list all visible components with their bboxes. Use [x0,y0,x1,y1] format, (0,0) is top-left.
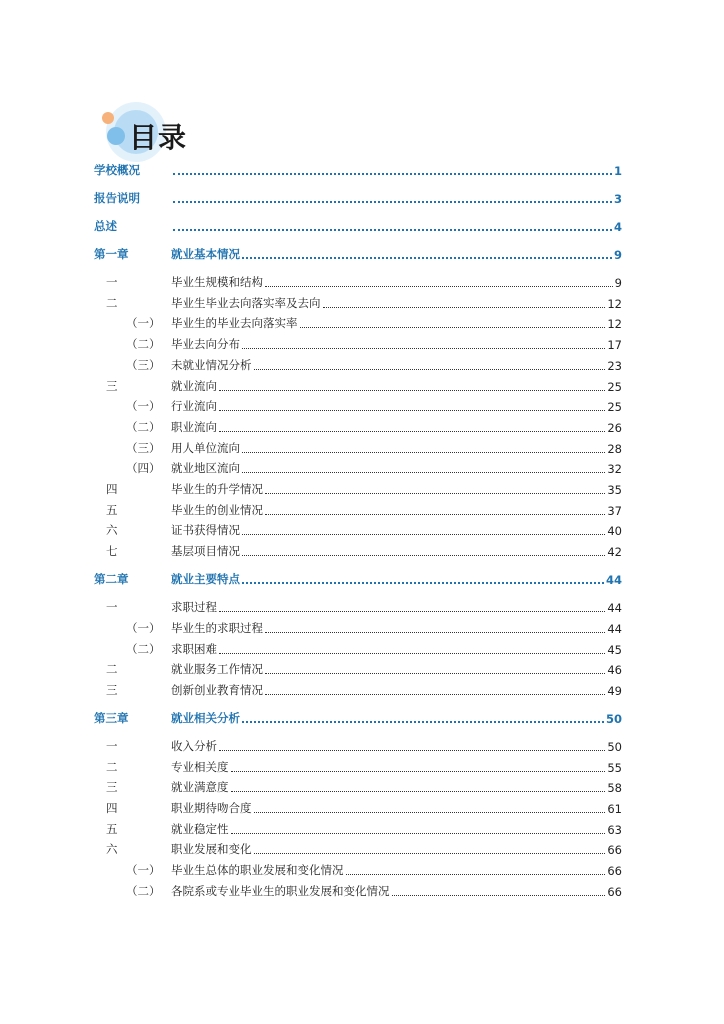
toc-entry-label: 就业稳定性 [171,821,229,836]
toc-entry-number: 第一章 [94,247,129,261]
toc-leader-dots [242,533,605,535]
toc-entry-number: 三 [106,780,118,795]
toc-entry-label: 就业服务工作情况 [171,662,263,677]
toc-entry-number: 第二章 [94,572,129,587]
toc-leader-dots [265,631,605,633]
toc-entry[interactable] [94,186,622,206]
toc-entry-label: 毕业生的升学情况 [171,482,263,496]
toc-entry-label: 未就业情况分析 [171,357,252,372]
toc-entry-label: 就业地区流向 [171,461,240,476]
toc-leader-dots [254,368,606,370]
toc-entry-number: （一） [126,316,161,331]
toc-leader-dots [173,200,612,203]
toc-entry-page: 44 [607,621,622,636]
toc-entry[interactable] [94,436,622,456]
toc-leader-dots [265,285,613,287]
toc-leader-dots [173,228,612,231]
toc-leader-dots [219,409,605,411]
toc-entry-label: 求职过程 [171,600,217,615]
toc-entry-page: 42 [607,545,622,560]
toc-entry-page: 25 [607,379,622,394]
toc-entry[interactable] [94,567,622,587]
toc-entry-number: 四 [106,482,118,496]
toc-entry-number: 六 [106,523,118,538]
toc-entry[interactable] [94,817,622,837]
toc-entry-number: 三 [106,682,118,697]
toc-entry-label: 用人单位流向 [171,440,240,455]
toc-entry-number: 总述 [94,219,117,233]
toc-entry-page: 28 [607,441,622,456]
toc-entry-number: 一 [106,275,118,289]
toc-entry-page: 50 [605,711,622,726]
toc-entry-number: （二） [126,883,161,898]
toc-entry-label: 求职困难 [171,641,217,656]
toc-leader-dots [219,749,605,751]
toc-entry-number: 二 [106,759,118,774]
toc-entry[interactable] [94,456,622,476]
toc-entry-number: 三 [106,378,118,393]
toc-leader-dots [231,832,606,834]
toc-entry-label: 毕业生总体的职业发展和变化情况 [171,863,344,878]
toc-entry-number: 七 [106,544,118,559]
toc-entry-number: （一） [126,399,161,414]
toc-entry-label: 证书获得情况 [171,523,240,538]
toc-leader-dots [265,513,605,515]
toc-leader-dots [265,693,605,695]
toc-leader-dots [231,790,606,792]
toc-leader-dots [265,672,605,674]
toc-entry[interactable] [94,394,622,414]
toc-entry[interactable] [94,775,622,795]
toc-entry[interactable] [94,657,622,677]
toc-leader-dots [265,492,605,494]
toc-entry[interactable] [94,879,622,899]
toc-leader-dots [173,172,612,175]
toc-entry-label: 创新创业教育情况 [171,682,263,697]
toc-entry-label: 毕业去向分布 [171,337,240,352]
toc-entry-page: 44 [605,573,622,588]
title-area [96,100,216,164]
toc-entry-page: 63 [607,822,622,837]
toc-entry[interactable] [94,415,622,435]
toc-leader-dots [242,451,605,453]
toc-leader-dots [231,770,606,772]
toc-entry[interactable] [94,539,622,559]
toc-entry-label: 毕业生的毕业去向落实率 [171,316,298,331]
toc-entry-page: 32 [607,462,622,477]
toc-entry-page: 12 [607,296,622,311]
toc-entry[interactable] [94,214,622,234]
toc-entry-label: 职业发展和变化 [171,842,252,857]
toc-entry-page: 9 [614,276,622,290]
toc-entry-number: （四） [126,461,161,476]
toc-entry-page: 35 [607,483,622,497]
toc-entry-page: 9 [613,248,622,262]
toc-entry-number: 二 [106,295,118,310]
toc-entry[interactable] [94,678,622,698]
toc-entry-page: 17 [607,338,622,353]
toc-leader-dots [346,873,606,875]
toc-entry[interactable] [94,706,622,726]
toc-leader-dots [242,581,604,584]
toc-entry-number: （一） [126,863,161,878]
toc-entry-page: 3 [613,192,622,206]
toc-leader-dots [323,306,606,308]
toc-entry[interactable] [94,498,622,518]
toc-leader-dots [254,811,606,813]
toc-entry-page: 66 [607,884,622,899]
toc-entry-label: 就业主要特点 [171,572,240,587]
toc-entry-page: 50 [607,739,622,754]
toc-entry-number: 一 [106,738,118,753]
toc-entry-page: 55 [607,760,622,775]
toc-entry-label: 职业期待吻合度 [171,801,252,815]
toc-entry-label: 行业流向 [171,399,217,414]
toc-entry-page: 58 [607,781,622,796]
toc-entry-page: 66 [607,843,622,858]
toc-entry[interactable] [94,518,622,538]
toc-leader-dots [219,430,605,432]
toc-entry-label: 专业相关度 [171,759,229,774]
toc-leader-dots [242,720,604,723]
toc-entry-number: 六 [106,842,118,857]
toc-entry[interactable] [94,158,622,178]
toc-entry[interactable] [94,734,622,754]
toc-entry-label: 就业基本情况 [171,247,240,261]
toc-entry-page: 4 [613,220,622,234]
toc-entry[interactable] [94,595,622,615]
toc-entry-page: 25 [607,400,622,415]
toc-entry-number: 二 [106,662,118,677]
toc-leader-dots [392,894,606,896]
toc-entry-label: 毕业生毕业去向落实率及去向 [171,295,321,310]
toc-entry-label: 就业满意度 [171,780,229,795]
toc-entry-page: 46 [607,663,622,678]
toc-leader-dots [219,610,605,612]
toc-entry[interactable] [94,837,622,857]
toc-entry-number: 四 [106,801,118,815]
toc-entry-label: 就业相关分析 [171,710,240,725]
toc-entry[interactable] [94,270,622,290]
toc-leader-dots [242,256,612,259]
toc-leader-dots [300,326,606,328]
toc-entry[interactable] [94,796,622,816]
toc-entry-page: 23 [607,358,622,373]
toc-entry-label: 毕业生的创业情况 [171,502,263,517]
toc-entry-page: 49 [607,683,622,698]
toc-entry-page: 12 [607,317,622,332]
toc-leader-dots [242,554,605,556]
toc-entry-page: 1 [613,164,622,178]
toc-entry[interactable] [94,616,622,636]
toc-leader-dots [254,852,606,854]
toc-leader-dots [242,471,605,473]
toc-entry-page: 45 [607,642,622,657]
toc-leader-dots [219,652,605,654]
toc-entry-number: 五 [106,502,118,517]
toc-entry-number: （三） [126,440,161,455]
toc-entry[interactable] [94,477,622,497]
toc-entry[interactable] [94,311,622,331]
toc-entry-number: 第三章 [94,710,129,725]
toc-entry-page: 66 [607,864,622,879]
toc-leader-dots [219,389,605,391]
toc-entry[interactable] [94,858,622,878]
toc-entry[interactable] [94,353,622,373]
toc-entry[interactable] [94,755,622,775]
toc-entry[interactable] [94,332,622,352]
toc-entry-number: 学校概况 [94,163,140,177]
toc-entry-page: 26 [607,420,622,435]
toc-entry-label: 就业流向 [171,378,217,393]
toc-entry-number: 一 [106,600,118,615]
toc-entry-number: （二） [126,641,161,656]
toc-entry-page: 37 [607,503,622,518]
toc-entry-label: 各院系或专业毕业生的职业发展和变化情况 [171,883,390,898]
toc-entry-label: 基层项目情况 [171,544,240,559]
toc-entry[interactable] [94,291,622,311]
toc-entry-label: 职业流向 [171,419,217,434]
toc-entry-label: 收入分析 [171,738,217,753]
toc-entry-label: 毕业生的求职过程 [171,620,263,635]
toc-entry-page: 44 [607,601,622,616]
page-title: 目录 [129,121,188,154]
toc-entry-number: （二） [126,419,161,434]
toc-entry-page: 61 [607,802,622,816]
toc-entry-label: 毕业生规模和结构 [171,275,263,289]
toc-entry-number: 报告说明 [94,191,140,205]
toc-entry-number: 五 [106,821,118,836]
toc-entry-number: （三） [126,357,161,372]
toc-entry[interactable] [94,242,622,262]
toc-entry-number: （二） [126,337,161,352]
toc-leader-dots [242,347,605,349]
toc-entry-page: 40 [607,524,622,539]
toc-entry[interactable] [94,637,622,657]
toc-entry-number: （一） [126,620,161,635]
toc-entry[interactable] [94,374,622,394]
